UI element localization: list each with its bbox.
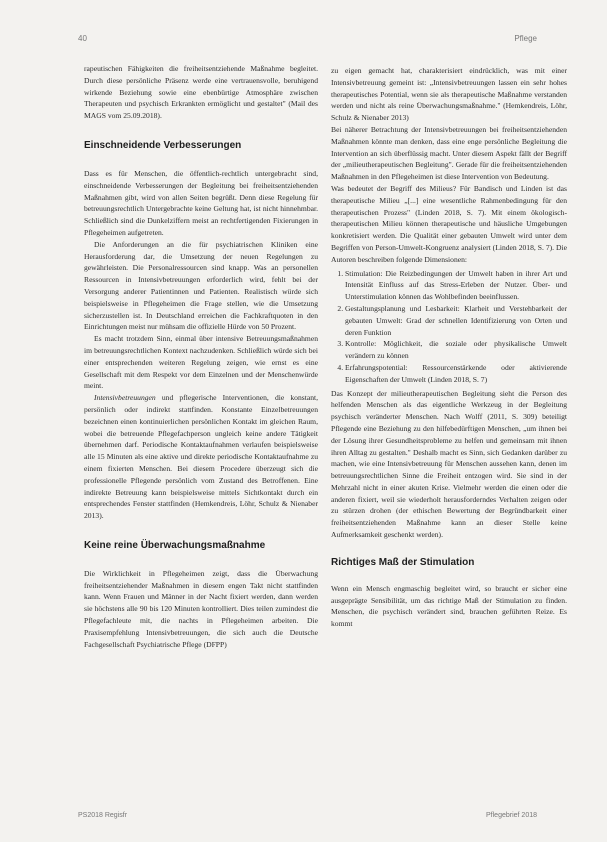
paragraph: rapeutischen Fähigkeiten die freiheitsentziehende Maßnahme begleitet. Durch diese persönliche Präsenz werde eine vertrauensvolle, beruhigend wirkende Beziehung sowie eine ebenbürtige Atmosphäre zwischen Therapeuten und psychisch Erkrankten ermöglicht und gestaltet" (Mail des MAGS vom 25.09.2018). xyxy=(84,64,318,121)
footer-left: PS2018 Regisfr xyxy=(78,812,128,819)
running-footer xyxy=(78,812,537,819)
paragraph: Die Anforderungen an die für psychiatrischen Kliniken eine Herausforderung dar, die Umsetzung der neuen Regelungen zu gewährleisten. Die Personalressourcen sind knapp. Was an personellen Ressourcen in Intensivbetreuungen erforderlich wird, fehlt bei der Versorgung anderer Patientinnen und Patienten. Realistisch würde sich beispielsweise in Pflegeheimen die Frage stellen, wie die Umsetzung sicherzustellen ist. In Deutschland erreichen die Fachkraftquoten in den Einrichtungen meist nur mühsam die offizielle Hürde von 50 Prozent. xyxy=(84,239,318,332)
list-item: 2. Gestaltungsplanung und Lesbarkeit: Klarheit und Verstehbarkeit der gebauten Umwelt: Grad der schnellen Identifizierung von Orten und deren Funktion xyxy=(345,303,567,338)
page-number: 40 xyxy=(78,34,87,43)
emphasis-lead: Intensivbetreuungen xyxy=(94,393,156,403)
paragraph: Das Konzept der milieutherapeutischen Begleitung sieht die Person des helfenden Menschen als das eigentliche Werkzeug in der Begleitung psychisch veränderter Menschen. Nach Wolff (2011, S. 309) beteiligt Pflegende eine Beziehung zu den hilfebedürftigen Menschen, „um ihnen bei der Lösung ihrer Gesundheitsprobleme zu helfen und gemeinsam mit ihnen ihren Alltag zu gestalten." Deshalb macht es Sinn, sich Gedanken darüber zu machen, wie eine Intensivbetreuung für Menschen aussehen kann, denen im betreuungsrechtlichen Sinne die Freiheit entzogen wird. Sie sind in der Mehrzahl nicht in einer akuten Krise. Vielmehr werden die einen oder die anderen fixiert, weil sie wiederholt herausforderndes Verhalten zeigen oder zu stürzen drohen (der ethischen Bewertung der Begründbarkeit einer freiheitsentziehenden Maßnahme kann an dieser Stelle keine Aufmerksamkeit geschenkt werden). xyxy=(331,388,567,540)
section-heading: Richtiges Maß der Stimulation xyxy=(331,556,475,568)
right-column xyxy=(331,65,567,630)
running-header xyxy=(78,34,537,43)
list-item: 3. Kontrolle: Möglichkeit, die soziale oder physikalische Umwelt verändern zu können xyxy=(345,338,567,362)
paragraph: Bei näherer Betrachtung der Intensivbetreuungen bei freiheitsentziehenden Maßnahmen könnte man denken, dass eine enge persönliche Begleitung die Intervention an sich überflüssig macht. Unter diesem Aspekt fällt der Begriff der „milieutherapeutischen Begleitung". Gerade für die freiheitsentziehenden Maßnahmen in den Pflegeheimen ist diese Intervention von Bedeutung. xyxy=(331,124,567,182)
section-heading: Einschneidende Verbesserungen xyxy=(84,139,242,151)
paragraph: Wenn ein Mensch engmaschig begleitet wird, so braucht er sicher eine ausgeprägte Sensibilität, um das richtige Maß der Stimulation zu finden. Menschen, die psychisch verändert sind, brauchen geführten Reize. Es kommt xyxy=(331,583,567,629)
paragraph: Dass es für Menschen, die öffentlich-rechtlich untergebracht sind, einschneidende Verbesserungen der Begleitung bei freiheitsentziehenden Maßnahmen gibt, wird von allen Seiten begrüßt. Denn diese Regelung für betreuungsrechtlich Untergebrachte keine Geltung hat, ist nicht hinnehmbar. Schließlich sind die Dunkelziffern meist an rechtfertigenden Fixierungen in Pflegeheimen aufgetreten. xyxy=(84,168,318,237)
left-column xyxy=(84,63,318,650)
footer-right: Pflegebrief 2018 xyxy=(486,812,537,819)
paragraph: zu eigen gemacht hat, charakterisiert eindrücklich, was mit einer Intensivbetreuung gemeint ist: „Intensivbetreuungen lassen ein sehr hohes therapeutisches Potential, wenn sie als therapeutische Maßnahme verstanden werden und nicht als reine Überwachungsmaßnahme." (Hemkendreis, Löhr, Schulz & Nienaber 2013) xyxy=(331,66,567,123)
paragraph: Es macht trotzdem Sinn, einmal über intensive Betreuungsmaßnahmen im betreuungsrechtlichen Kontext nachzudenken. Schließlich würde sich bei einer entsprechenden weiteren Regelung zeigen, wie ernst es eine Gesellschaft mit dem Respekt vor dem Einzelnen und der Menschenwürde meint. xyxy=(84,334,318,391)
section-heading: Keine reine Überwachungsmaßnahme xyxy=(84,539,266,551)
paragraph: Die Wirklichkeit in Pflegeheimen zeigt, dass die Überwachung freiheitsentziehender Maßnahmen in diesem engen Takt nicht stattfinden kann. Wenn Frauen und Männer in der Nacht fixiert werden, dann werden sie höchstens alle 90 bis 120 Minuten kontrolliert. Dies teilen zumindest die Pflegefachleute mit, die nachts in Pflegeheimen arbeiten. Die Praxisempfehlung Intensivbetreuungen, die sich auch die Deutsche Fachgesellschaft Psychiatrische Pflege (DFPP) xyxy=(84,568,318,649)
paragraph: Was bedeutet der Begriff des Milieus? Für Bandisch und Linden ist das therapeutische Milieu „[...] eine wesentliche Rahmenbedingung für den therapeutischen Prozess" (Linden 2018, S. 7). Mit einem ökologisch-therapeutischen Milieu können therapeutische und häusliche Umgebungen konkretisiert werden. Die Qualität einer gebauten Umwelt wird unter dem Begriffen von Person-Umwelt-Kongruenz analysiert (Linden 2018, S. 7). Die Autoren beschreiben folgende Dimensionen: xyxy=(331,183,567,264)
list-item: 4. Erfahrungspotential: Ressourcenstärkende oder aktivierende Eigenschaften der Umwelt (Linden 2018, S. 7) xyxy=(345,362,567,386)
paragraph xyxy=(84,392,318,522)
paragraph-text: und pflegerische Interventionen, die konstant, persönlich oder indirekt stattfinden. Konstante Einzelbetreuungen bezeichnen einen kontinuierlichen persönlichen Kontakt im gleichen Raum, wobei die betreuende Pflegefachperson ungleich keine andere Tätigkeit übernehmen darf. Periodische Kontaktaufnahmen verlaufen beispielsweise alle 15 Minuten als eine aktive und direkte periodische Kontaktaufnahme zu einem fixierten Menschen. Bei diesem Procedere überzeugt sich die professionelle Pflegende persönlich vom Zustand des Betroffenen. Eine indirekte Betreuung kann beispielsweise mittels Sichtkontakt durch ein entsprechendes Fenster stattfinden (Hemkendreis, Löhr, Schulz & Nienaber 2013). xyxy=(84,393,318,521)
section-title: Pflege xyxy=(514,34,537,43)
list-item: 1. Stimulation: Die Reizbedingungen der Umwelt haben in ihrer Art und Intensität Einfluss auf das Stress-Erleben der Nutzer. Über- und Unterstimulation können das Wohlbefinden beeinflussen. xyxy=(345,268,567,303)
dimension-list xyxy=(331,268,567,386)
